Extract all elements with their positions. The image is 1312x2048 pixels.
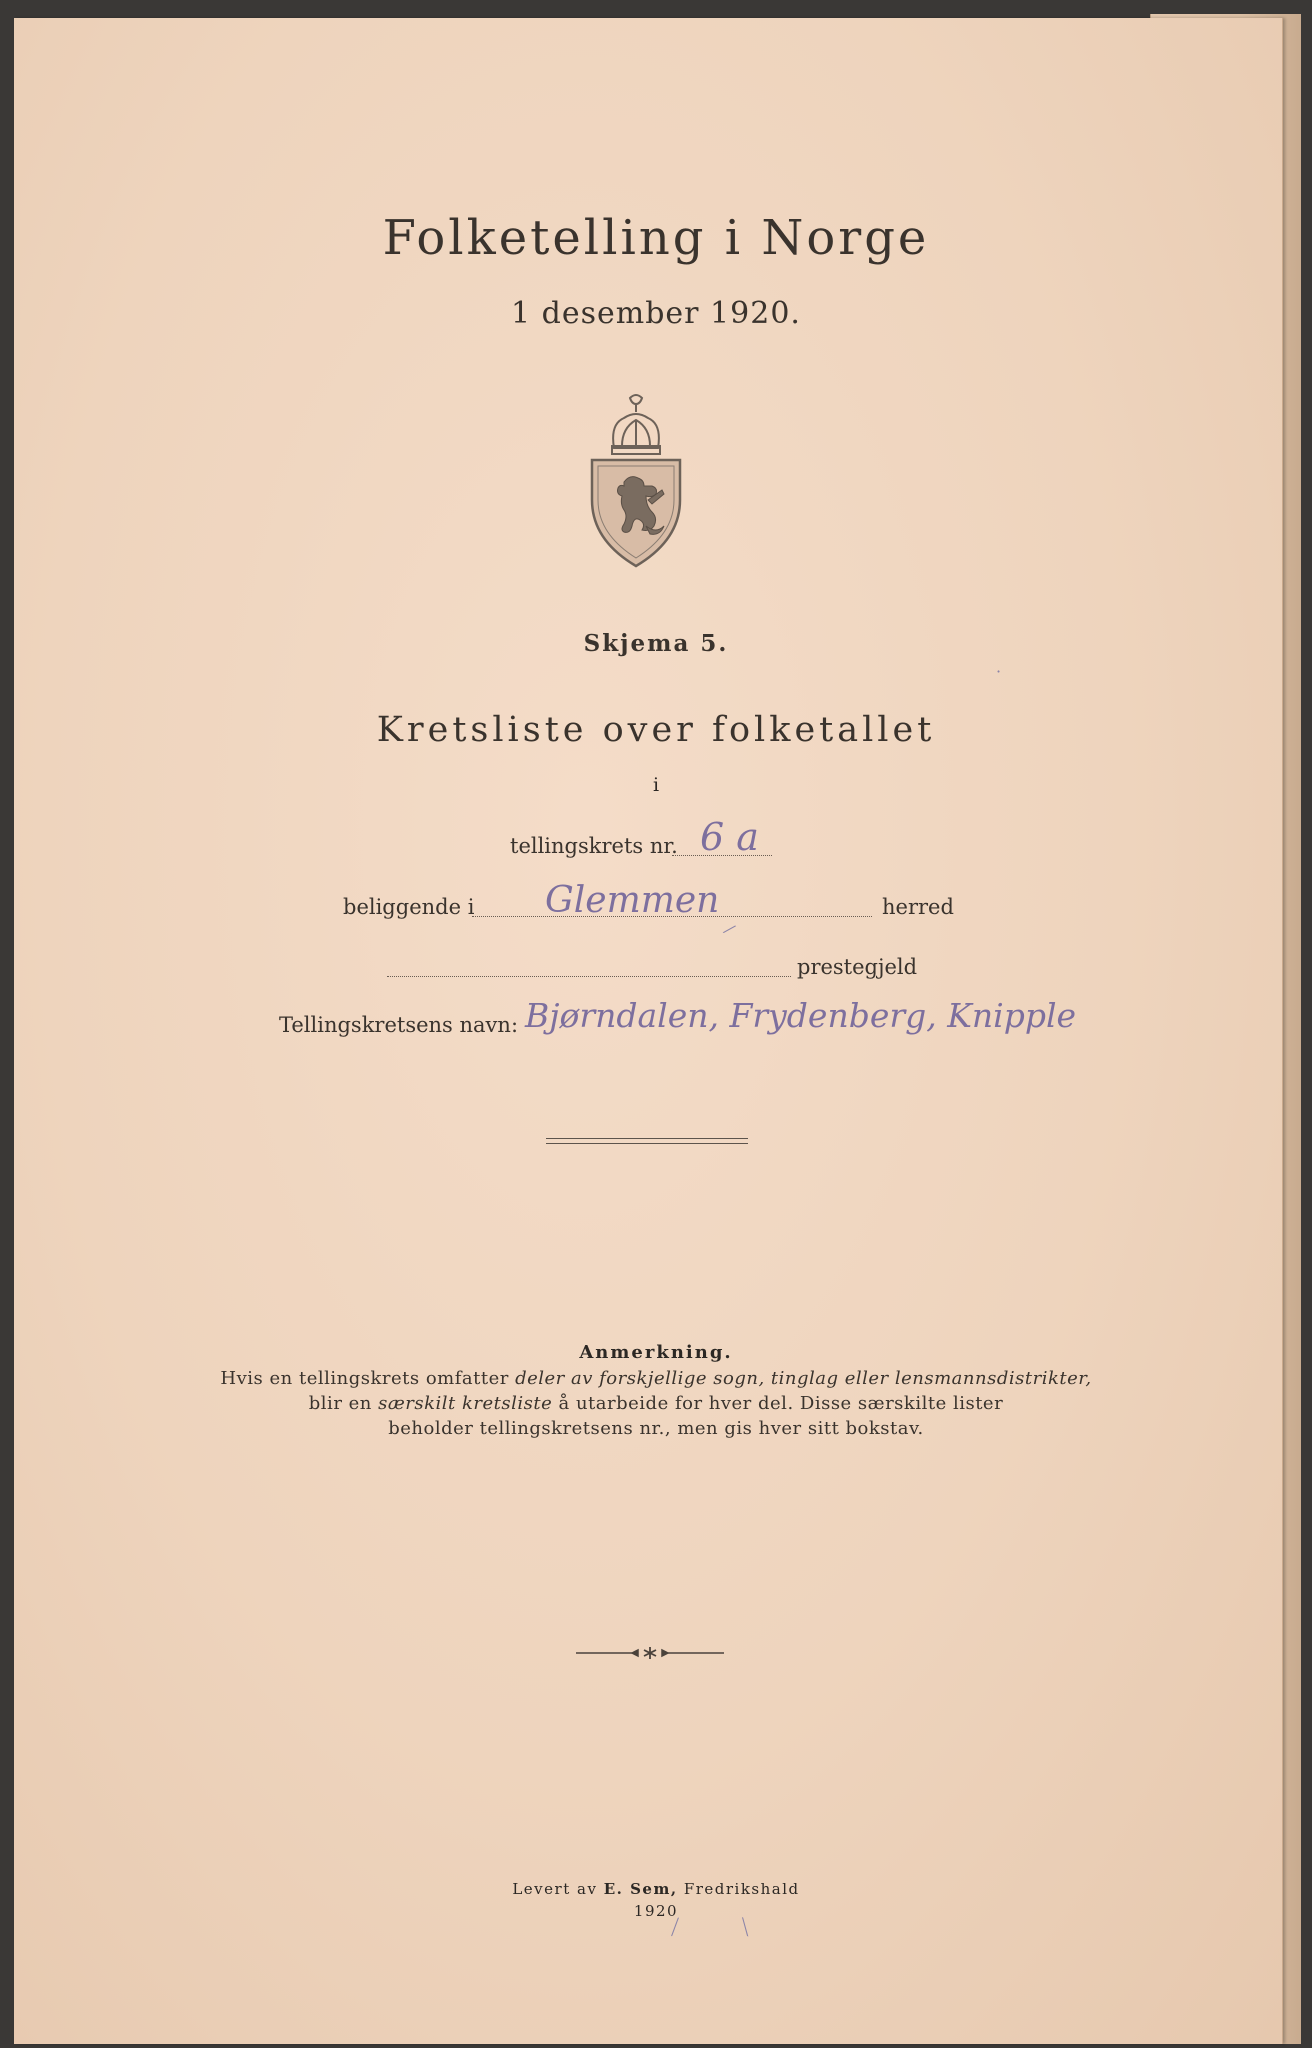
prestegjeld-label: prestegjeld [797,955,918,979]
navn-label: Tellingskretsens navn: [279,1013,519,1037]
norwegian-coat-of-arms-icon [586,390,686,570]
note-line-1 [0,1368,1312,1389]
printer-year: 1920 [633,1902,679,1920]
stray-mark-tick: ⁄ [723,920,736,939]
note-line-2-text-b: å utarbeide for hver del. Disse særskilte lister [552,1393,1004,1414]
herred-label: herred [882,895,954,919]
printer-credit [0,1880,1312,1898]
document-title: Folketelling i Norge [382,210,930,266]
navn-value[interactable]: Bjørndalen, Frydenberg, Knipple [525,996,1077,1035]
census-date: 1 desember 1920. [511,296,801,331]
note-line-3: beholder tellingskretsens nr., men gis hver sitt bokstav. [388,1418,924,1439]
note-line-2-emphasis: særskilt kretsliste [378,1393,553,1414]
connector-text: i [652,774,660,796]
note-line-2-text-a: blir en [308,1393,379,1414]
note-line-2 [0,1393,1312,1414]
schema-number: Skjema 5. [583,630,729,657]
printer-prefix: Levert av [512,1880,604,1898]
ornament-divider-icon [574,1645,726,1661]
note-line-1-emphasis: deler av forskjellige sogn, tinglag eller lensmannsdistrikter, [515,1368,1092,1389]
note-line-1-text: Hvis en tellingskrets omfatter [220,1368,516,1389]
form-heading: Kretsliste over folketallet [376,710,936,750]
beliggende-label: beliggende i [343,895,475,919]
printer-name: E. Sem, [603,1880,678,1898]
beliggende-value[interactable]: Glemmen [545,880,720,921]
prestegjeld-line [387,976,791,977]
krets-label: tellingskrets nr. [510,834,678,858]
stray-mark-dot: · [996,662,1002,681]
note-heading: Anmerkning. [579,1342,733,1363]
separator-rule [546,1138,748,1144]
krets-value[interactable]: 6 a [700,815,759,859]
printer-place: Fredrikshald [677,1880,800,1898]
stray-mark-bottom-b: ⟍ [733,1913,757,1941]
stray-mark-bottom-a: ⟋ [664,1913,686,1941]
